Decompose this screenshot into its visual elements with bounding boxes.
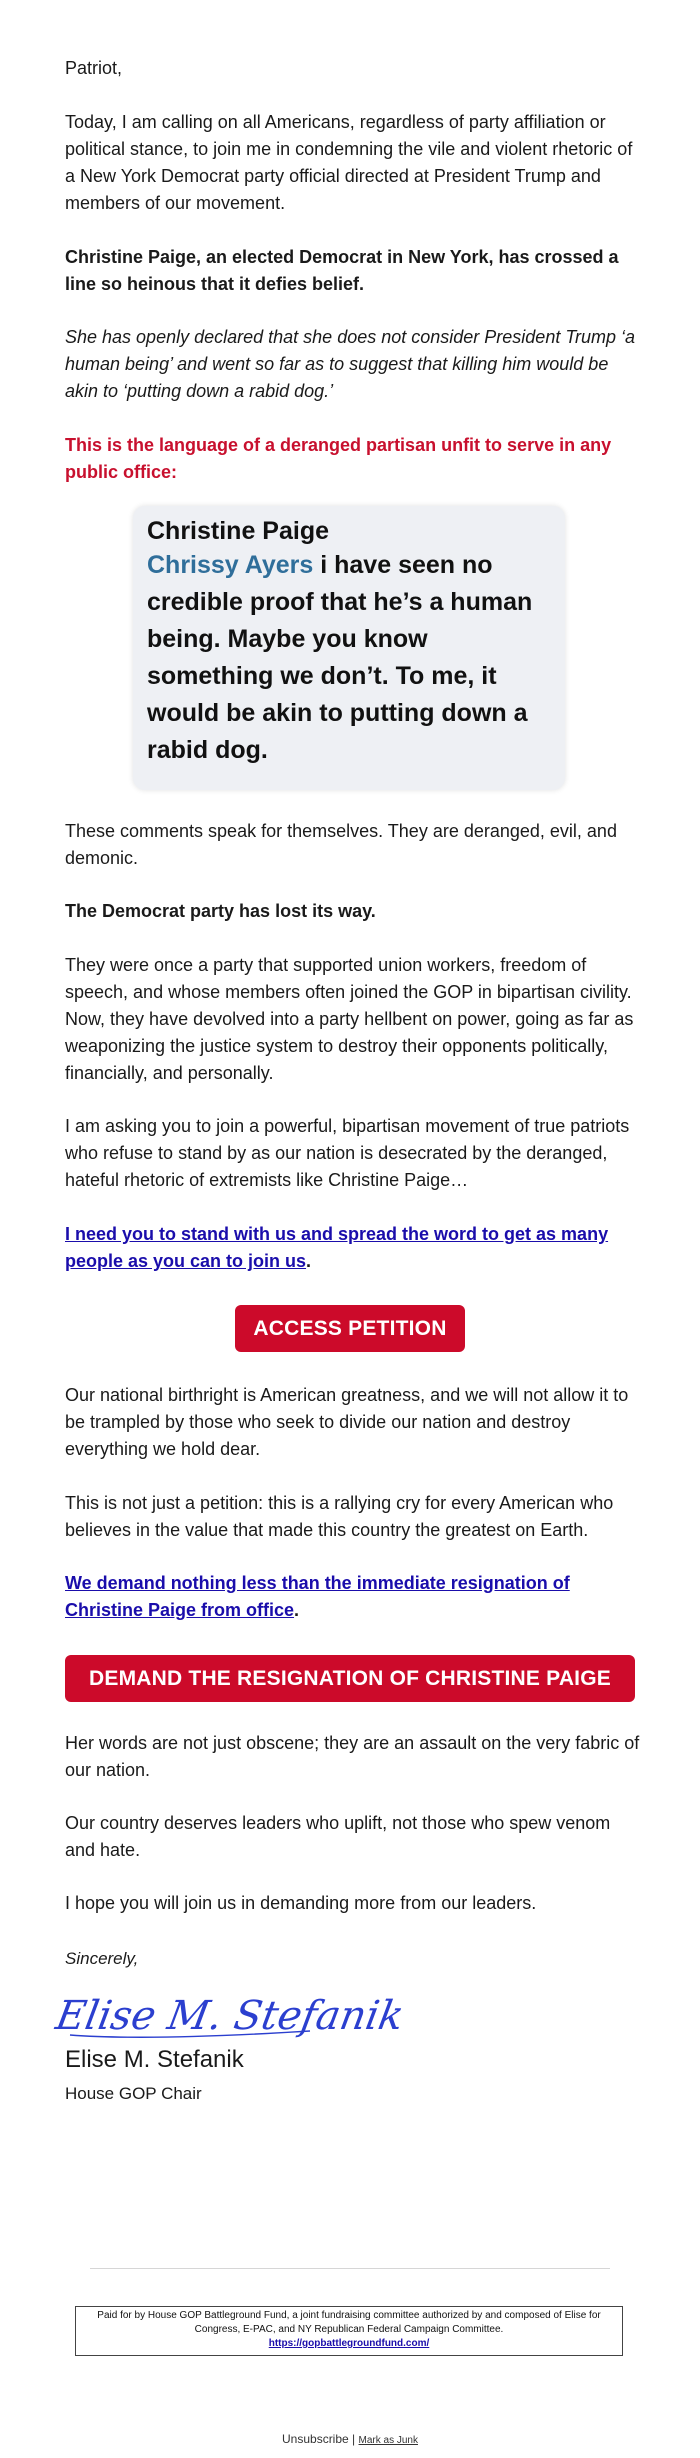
asking-paragraph: I am asking you to join a powerful, bipartisan movement of true patriots who refuse to stand by as our nation is desecrated by the deranged, hateful rhetoric of extremists like Christine Paige… [65, 1116, 630, 1190]
demand-link[interactable]: We demand nothing less than the immediate resignation of Christine Paige from office [65, 1573, 570, 1620]
intro-paragraph: Today, I am calling on all Americans, regardless of party affiliation or political stance, to join me in condemning the vile and violent rhetoric of a New York Democrat party official directed at President Trump and members of our movement. [65, 112, 633, 213]
signature-image [52, 1985, 408, 2045]
demand-resignation-button[interactable]: DEMAND THE RESIGNATION OF CHRISTINE PAIGE [65, 1655, 635, 1702]
quote-text-rest: credible proof that he’s a human being. Maybe you know something we don’t. To me, it would be akin to putting down a rabid dog. [147, 588, 533, 764]
rally-paragraph: This is not just a petition: this is a rallying cry for every American who believes in the value that made this country the greatest on Earth. [65, 1493, 614, 1540]
history-paragraph: They were once a party that supported union workers, freedom of speech, and whose members often joined the GOP in bipartisan civility. Now, they have devolved into a party hellbent on power, going as far as weaponizing the justice system to destroy their opponents politically, financially, and personally. [65, 955, 634, 1083]
stand-link[interactable]: I need you to stand with us and spread the word to get as many people as you can to join us [65, 1224, 609, 1271]
mark-as-junk-link[interactable]: Mark as Junk [358, 2435, 418, 2446]
access-petition-button[interactable]: ACCESS PETITION [235, 1305, 465, 1352]
obscene-paragraph: Her words are not just obscene; they are an assault on the very fabric of our nation. [65, 1733, 640, 1780]
signer-name: Elise M. Stefanik [65, 2046, 244, 2073]
birthright-paragraph: Our national birthright is American greatness, and we will not allow it to be trampled by those who seek to divide our nation and destroy everything we hold dear. [65, 1385, 629, 1459]
signature-text: Elise M. Stefanik [52, 1992, 408, 2039]
leaders-paragraph: Our country deserves leaders who uplift, not those who spew venom and hate. [65, 1813, 611, 1860]
footer [0, 2432, 700, 2446]
disclaimer-box [75, 2306, 623, 2356]
quote-text-line1: i have seen no [313, 551, 493, 579]
footer-divider [90, 2268, 610, 2269]
signer-title: House GOP Chair [65, 2084, 202, 2103]
quote-body [147, 547, 551, 769]
italic-quote: She has openly declared that she does not consider President Trump ‘a human being’ and went so far as to suggest that killing him would be akin to ‘putting down a rabid dog.’ [65, 327, 636, 401]
quote-image [133, 506, 565, 790]
footer-separator: | [352, 2432, 356, 2446]
bold-lost-way: The Democrat party has lost its way. [65, 901, 376, 921]
quote-author: Christine Paige [147, 517, 329, 545]
demand-link-paragraph: We demand nothing less than the immediate resignation of Christine Paige from office. [65, 1573, 570, 1620]
stand-link-paragraph: I need you to stand with us and spread the word to get as many people as you can to join us. [65, 1224, 609, 1271]
hope-paragraph: I hope you will join us in demanding more from our leaders. [65, 1893, 537, 1913]
greeting: Patriot, [65, 58, 123, 78]
red-statement: This is the language of a deranged partisan unfit to serve in any public office: [65, 435, 612, 482]
comments-paragraph: These comments speak for themselves. They are deranged, evil, and demonic. [65, 821, 617, 868]
bold-claim: Christine Paige, an elected Democrat in New York, has crossed a line so heinous that it defies belief. [65, 247, 619, 294]
disclaimer-text: Paid for by House GOP Battleground Fund, a joint fundraising committee authorized by and composed of Elise for Congress, E-PAC, and NY Republican Federal Campaign Committee. [97, 2310, 601, 2335]
closing: Sincerely, [65, 1949, 139, 1968]
disclaimer-link[interactable]: https://gopbattlegroundfund.com/ [268, 2338, 430, 2349]
unsubscribe-link[interactable]: Unsubscribe [282, 2432, 349, 2446]
quote-mention: Chrissy Ayers [147, 551, 314, 579]
